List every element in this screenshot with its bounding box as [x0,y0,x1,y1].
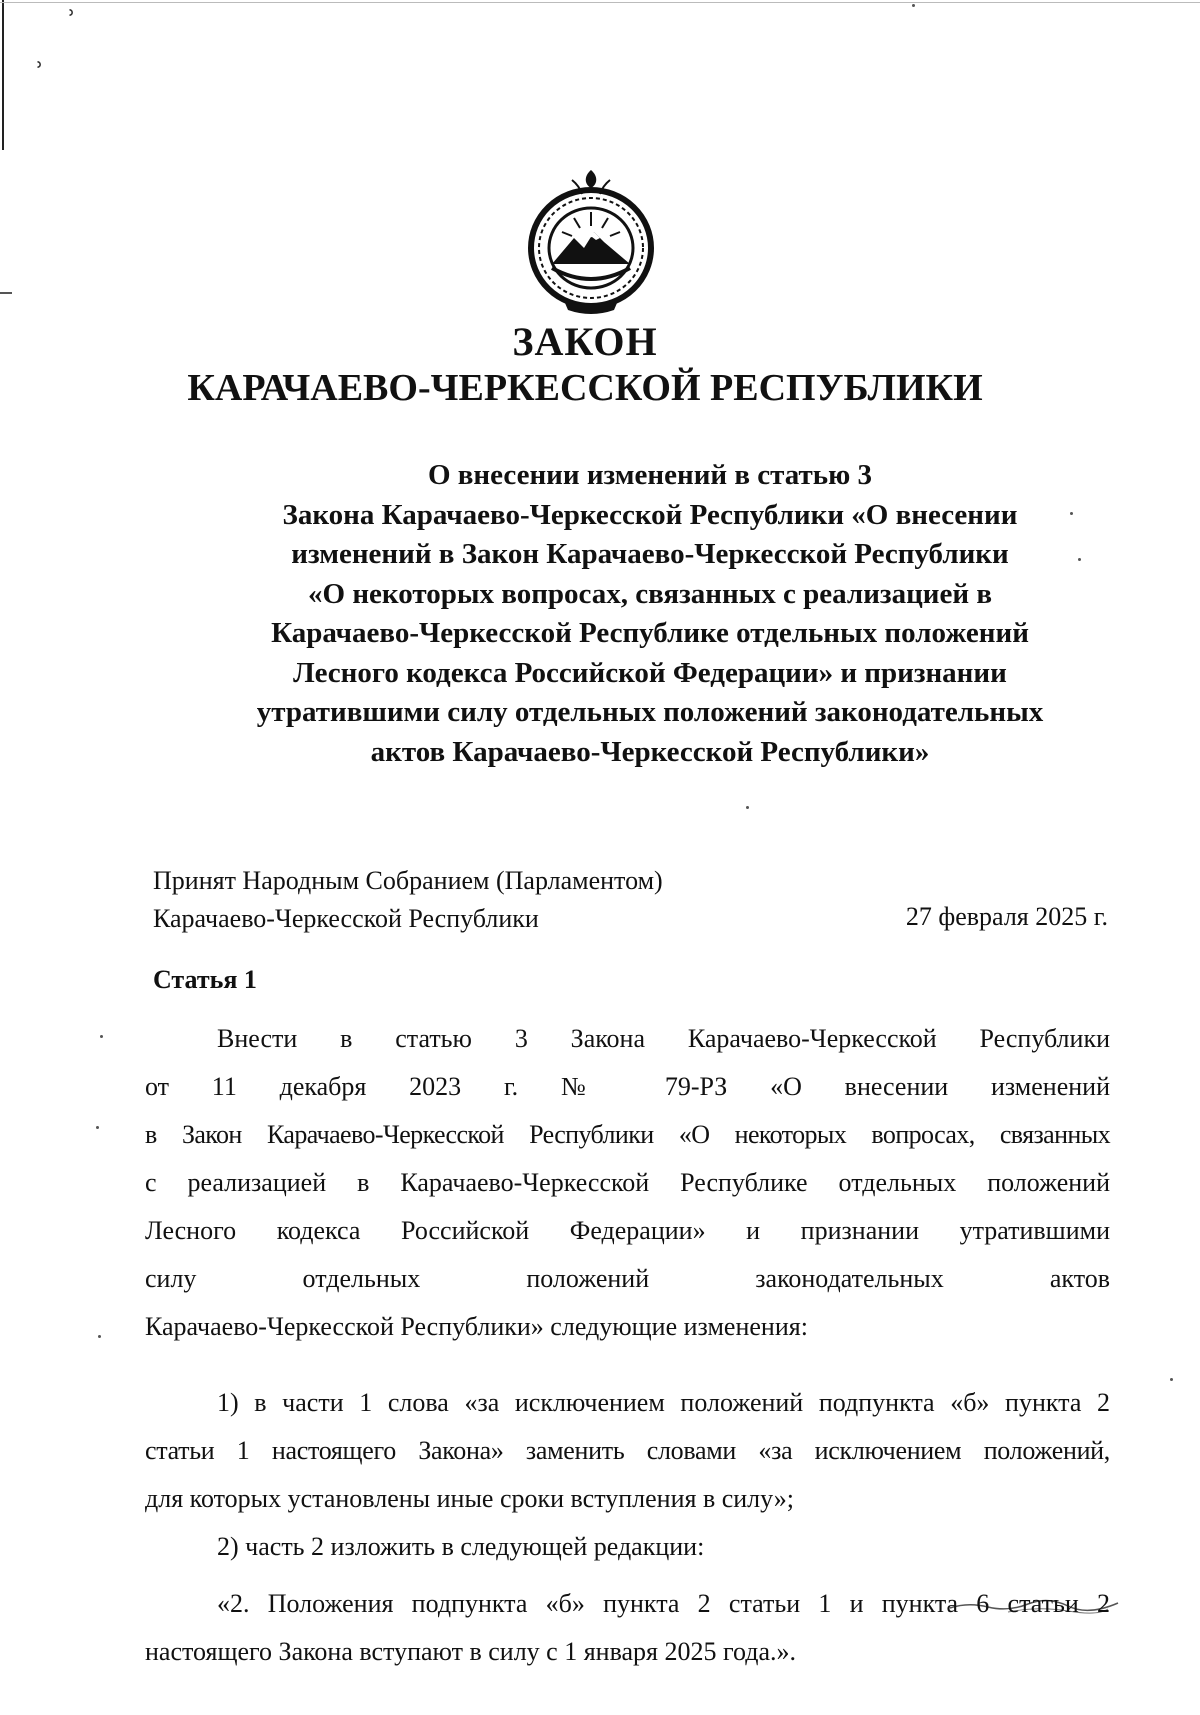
amendment-item [145,1379,1110,1523]
subject-line: О внесении изменений в статью 3 [427,459,873,491]
paragraph-line: от 11 декабря 2023 г. № 79-РЗ «О внесении изменений [145,1072,1110,1101]
subject-line: изменений в Закон Карачаево-Черкесской Республики [291,538,1009,570]
scan-speck [746,806,749,809]
paragraph-line: Внести в статью 3 Закона Карачаево-Черкесской Республики [217,1024,1110,1053]
item-line: статьи 1 настоящего Закона» заменить словами «за исключением положений, [145,1436,1110,1465]
amendment-quote [145,1580,1110,1676]
scan-speck [96,1126,99,1129]
item-line: 1) в части 1 слова «за исключением положений подпункта «б» пункта 2 [217,1388,1110,1417]
quote-line: настоящего Закона вступают в силу с 1 января 2025 года.». [145,1637,797,1666]
coat-of-arms-icon [522,168,660,318]
scan-speck [1170,1378,1173,1381]
scan-mark: ʾ [36,58,44,88]
scan-edge-line [2,0,4,150]
adoption-date: 27 февраля 2025 г. [905,902,1108,931]
adoption-note [153,862,663,938]
law-subject [190,456,1110,772]
paragraph-line: Лесного кодекса Российской Федерации» и признании утратившими [145,1216,1110,1245]
scan-mark: ʾ [68,6,76,36]
article-paragraph [145,1015,1110,1351]
republic-title: КАРАЧАЕВО-ЧЕРКЕССКОЙ РЕСПУБЛИКИ [187,367,983,409]
quote-line: «2. Положения подпункта «б» пункта 2 статьи 1 и пункта 6 статьи 2 [217,1589,1110,1618]
scan-speck [98,1335,101,1338]
adoption-line: Карачаево-Черкесской Республики [153,904,539,933]
adoption-line: Принят Народным Собранием (Парламентом) [153,866,663,895]
scan-speck [100,1035,103,1038]
subject-line: Карачаево-Черкесской Республике отдельных положений [271,617,1029,649]
article-heading: Статья 1 [153,965,257,994]
subject-line: «О некоторых вопросах, связанных с реализацией в [308,577,992,610]
law-title: ЗАКОН [512,319,658,364]
scan-speck [0,292,12,294]
scan-edge-line [0,2,1200,3]
scan-speck [912,4,915,7]
subject-line: Закона Карачаево-Черкесской Республики «О внесении [282,498,1018,531]
item-line: для которых установлены иные сроки вступления в силу»; [145,1484,795,1513]
subject-line: утратившими силу отдельных положений законодательных [256,696,1044,728]
paragraph-line: Карачаево-Черкесской Республики» следующие изменения: [145,1312,808,1341]
subject-line: Лесного кодекса Российской Федерации» и признании [293,656,1007,689]
paragraph-line: в Закон Карачаево-Черкесской Республики «О некоторых вопросах, связанных [145,1120,1110,1149]
subject-line: актов Карачаево-Черкесской Республики» [370,735,930,768]
item-line: 2) часть 2 изложить в следующей редакции: [217,1532,705,1561]
amendment-item [145,1523,1110,1571]
paragraph-line: с реализацией в Карачаево-Черкесской Республике отдельных положений [145,1168,1110,1197]
paragraph-line: силу отдельных положений законодательных актов [145,1264,1110,1293]
